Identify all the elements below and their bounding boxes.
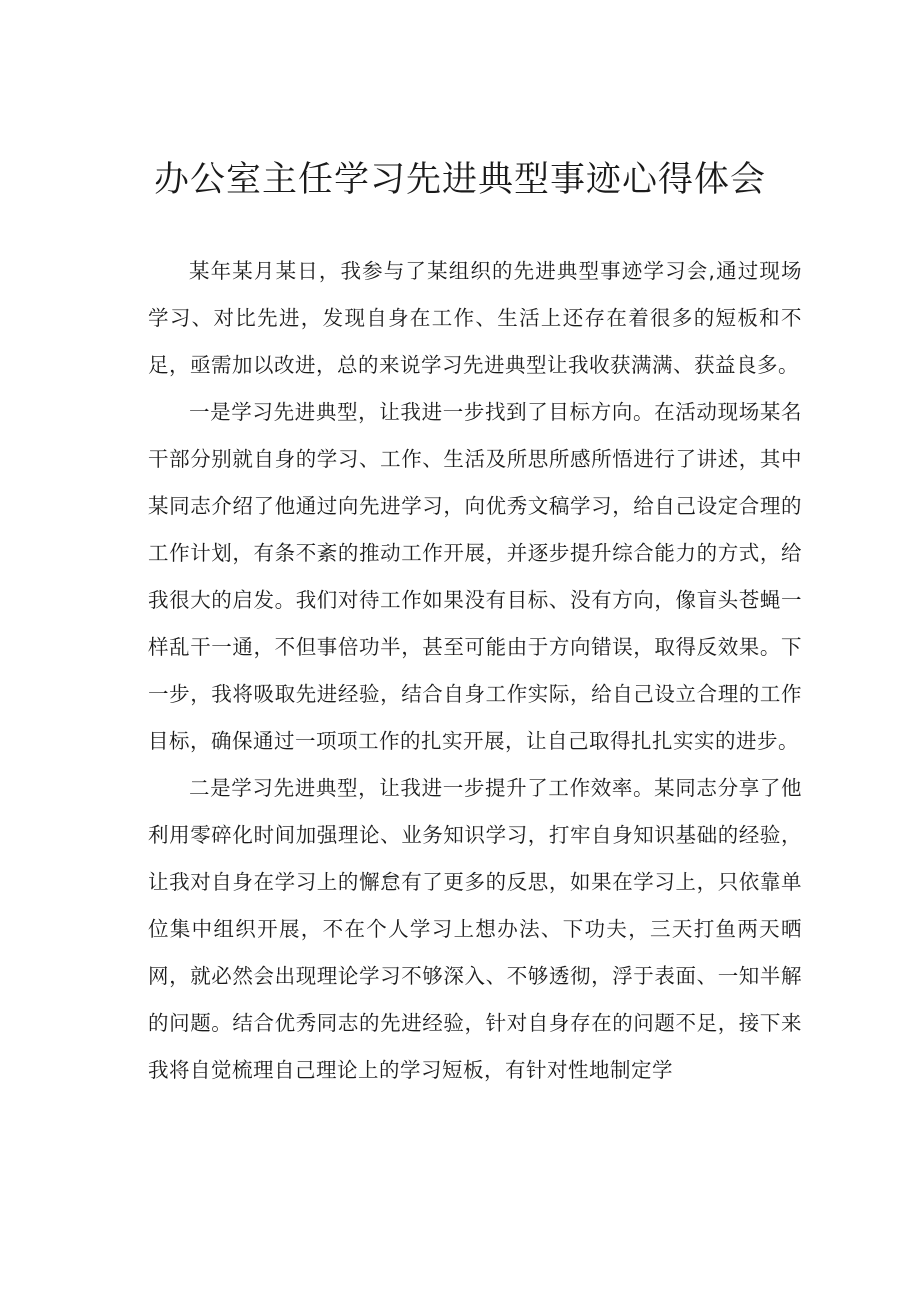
paragraph-intro: 某年某月某日，我参与了某组织的先进典型事迹学习会,通过现场学习、对比先进，发现自身在工作、生活上还存在着很多的短板和不足，亟需加以改进，总的来说学习先进典型让我收获满满、获益良多。 — [148, 259, 802, 377]
document-title: 办公室主任学习先进典型事迹心得体会 — [153, 160, 766, 200]
document-body — [148, 248, 802, 1094]
paragraph-point-two: 二是学习先进典型，让我进一步提升了工作效率。某同志分享了他利用零碎化时间加强理论、业务知识学习，打牢自身知识基础的经验，让我对自身在学习上的懈怠有了更多的反思，如果在学习上，只依靠单位集中组织开展，不在个人学习上想办法、下功夫，三天打鱼两天晒网，就必然会出现理论学习不够深入、不够透彻，浮于表面、一知半解的问题。结合优秀同志的先进经验，针对自身存在的问题不足，接下来我将自觉梳理自己理论上的学习短板，有针对性地制定学 — [148, 776, 802, 1082]
paragraph-point-one: 一是学习先进典型，让我进一步找到了目标方向。在活动现场某名干部分别就自身的学习、工作、生活及所思所感所悟进行了讲述，其中某同志介绍了他通过向先进学习，向优秀文稿学习，给自己设定合理的工作计划，有条不紊的推动工作开展，并逐步提升综合能力的方式，给我很大的启发。我们对待工作如果没有目标、没有方向，像盲头苍蝇一样乱干一通，不但事倍功半，甚至可能由于方向错误，取得反效果。下一步，我将吸取先进经验，结合自身工作实际，给自己设立合理的工作目标，确保通过一项项工作的扎实开展，让自己取得扎扎实实的进步。 — [148, 400, 802, 753]
